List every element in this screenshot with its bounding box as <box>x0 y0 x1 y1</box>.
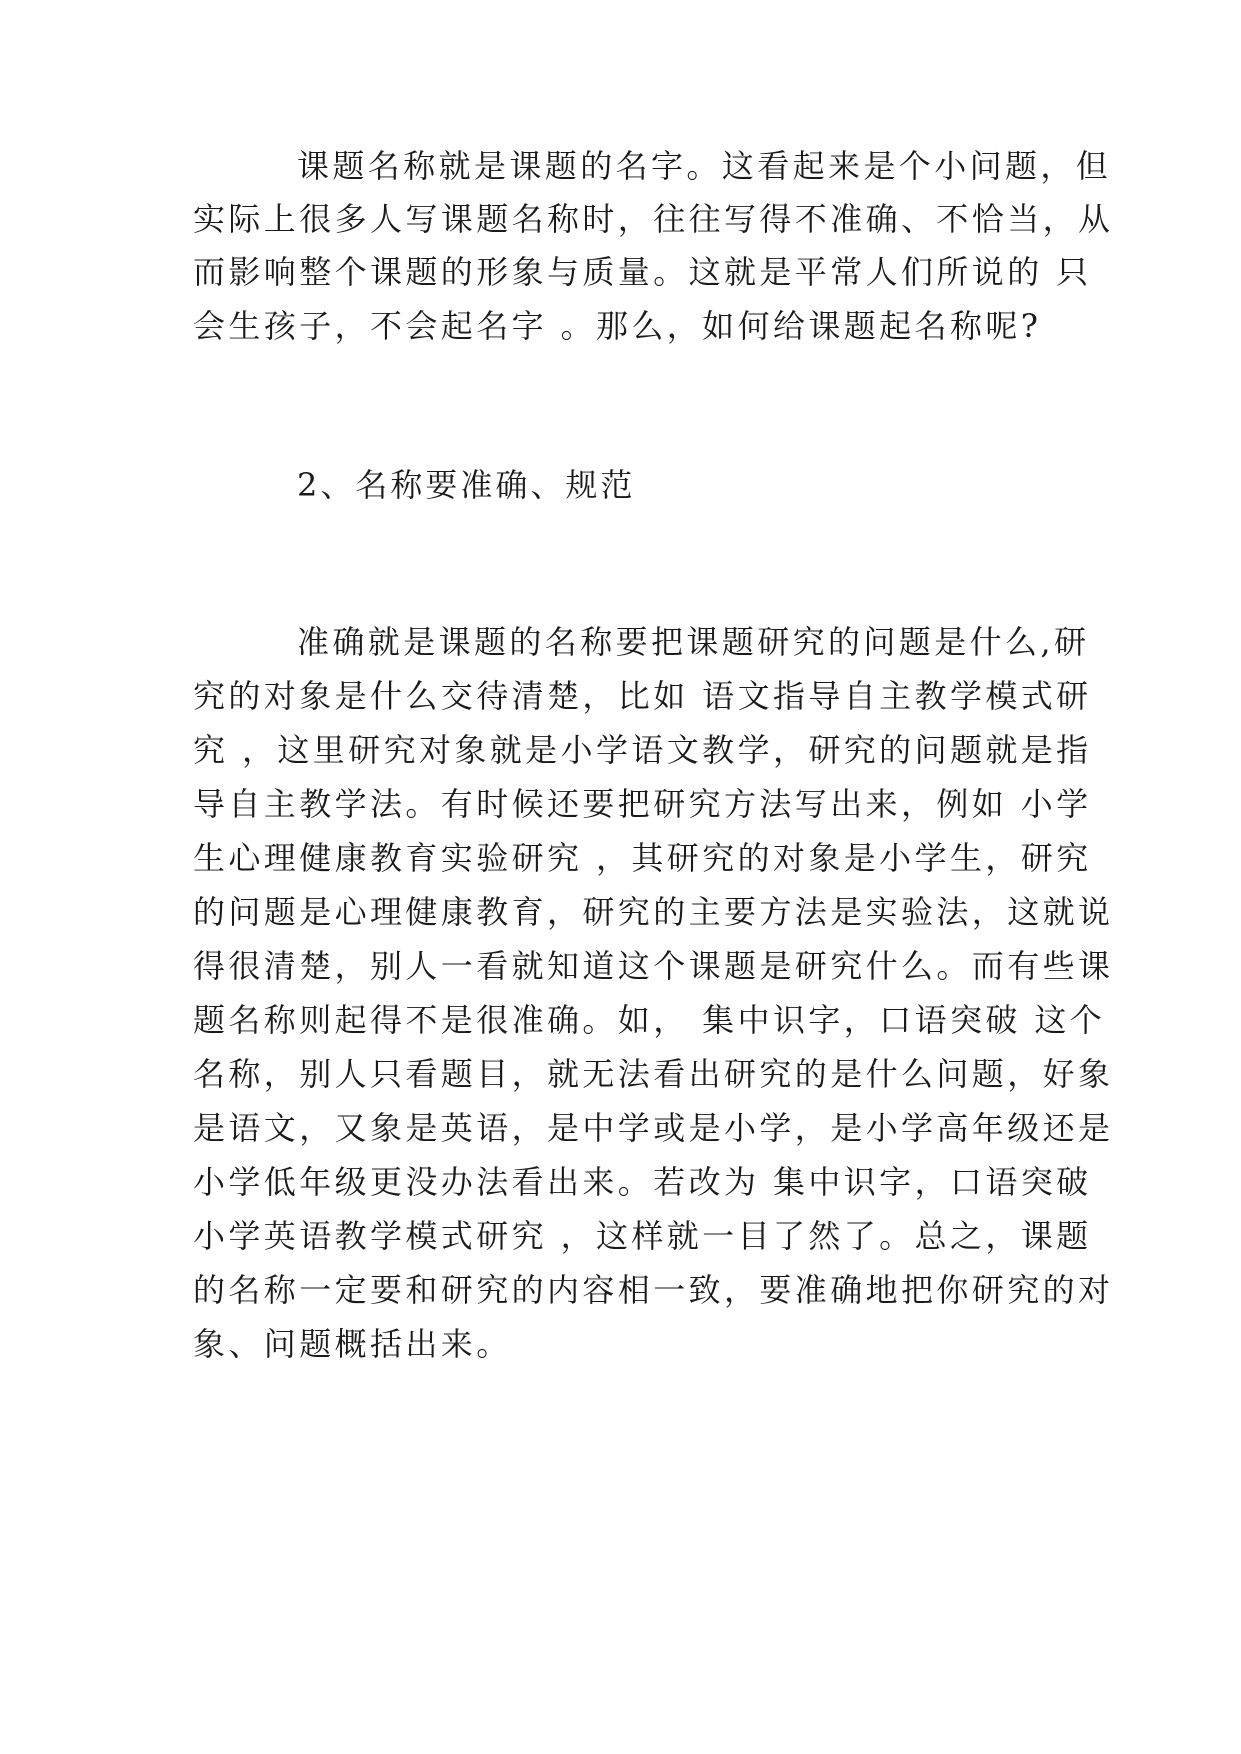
paragraph-2-line-5: 生心理健康教育实验研究 ，其研究的对象是小学生，研究 <box>193 839 1092 877</box>
paragraph-1-line-1: 课题名称就是课题的名字。这看起来是个小问题，但 <box>297 147 1112 185</box>
paragraph-2-line-3: 究 ，这里研究对象就是小学语文教学，研究的问题就是指 <box>193 731 1092 769</box>
paragraph-2-line-7: 得很清楚，别人一看就知道这个课题是研究什么。而有些课 <box>193 947 1114 985</box>
paragraph-1-line-4: 会生孩子，不会起名字 。那么，如何给课题起名称呢? <box>193 307 1042 345</box>
paragraph-2-line-10: 是语文，又象是英语，是中学或是小学，是小学高年级还是 <box>193 1109 1114 1147</box>
paragraph-2-line-9: 名称，别人只看题目，就无法看出研究的是什么问题，好象 <box>193 1055 1114 1093</box>
paragraph-2-line-2: 究的对象是什么交待清楚，比如 语文指导自主教学模式研 <box>193 677 1092 715</box>
section-heading: 2、名称要准确、规范 <box>297 466 636 504</box>
paragraph-2-line-1: 准确就是课题的名称要把课题研究的问题是什么,研 <box>297 623 1090 661</box>
paragraph-1-line-2: 实际上很多人写课题名称时，往往写得不准确、不恰当，从 <box>193 200 1114 238</box>
paragraph-2-line-13: 的名称一定要和研究的内容相一致，要准确地把你研究的对 <box>193 1271 1114 1309</box>
paragraph-2-line-11: 小学低年级更没办法看出来。若改为 集中识字，口语突破 <box>193 1163 1092 1201</box>
paragraph-2-line-12: 小学英语教学模式研究 ，这样就一目了然了。总之，课题 <box>193 1217 1092 1255</box>
paragraph-2-line-6: 的问题是心理健康教育，研究的主要方法是实验法，这就说 <box>193 893 1114 931</box>
paragraph-2-line-14: 象、问题概括出来。 <box>193 1325 512 1363</box>
paragraph-2-line-8: 题名称则起得不是很准确。如， 集中识字，口语突破 这个 <box>193 1001 1106 1039</box>
paragraph-2-line-4: 导自主教学法。有时候还要把研究方法写出来，例如 小学 <box>193 785 1092 823</box>
paragraph-1-line-3: 而影响整个课题的形象与质量。这就是平常人们所说的 只 <box>193 253 1092 291</box>
